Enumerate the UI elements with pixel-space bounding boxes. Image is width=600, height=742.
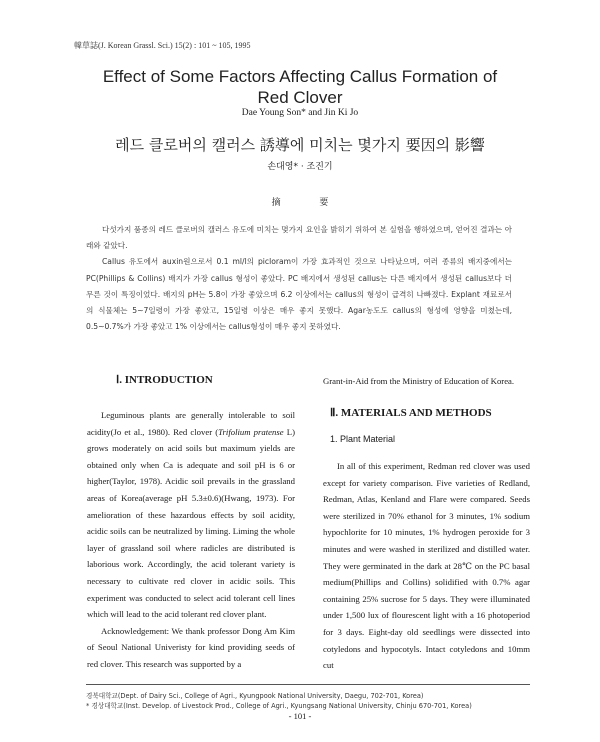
- korean-authors: 손대영* · 조진기: [267, 162, 333, 172]
- methods-paragraph: In all of this experiment, Redman red clover was used except for variety comparison. Five varieties of Redland, Redman, Atlas, Kenland and Flare were compared. Seeds were sterilized in 70% ethanol for 3 minutes, 1% sodium hypochlorite for 10 minutes, 1% hydrogen peroxide for 3 minutes and were washed in sterilized and distilled water. They were germinated in the dark at 28℃ on the PC basal medium(Phillips and Collins) solidified with 0.7% agar containing 25% sucrose for 5 days. They were illuminated under 1,500 lux of flourescent light with a 16 photoperiod for 3 days. Eight-day old seedlings were dissected into cotyledons and hypocotyls. Intact cotyledons and 10mm cut: [323, 461, 530, 671]
- left-column: [87, 407, 295, 673]
- acknowledgement-paragraph: Acknowledgement: We thank professor Dong Am Kim of Seoul National Univeristy for kind providing seeds of red clover. This research was supported by a: [87, 625, 295, 669]
- species-name: Trifolium pratense: [218, 426, 284, 437]
- footnote-2: * 경상대학교(Inst. Develop. of Livestock Prod., College of Agri., Kyungsang National University, Chinju 670-701, Korea): [86, 702, 472, 710]
- korean-title: 레드 클로버의 캘러스 誘導에 미치는 몇가지 要因의 影響: [115, 136, 485, 154]
- plant-material-subheading: 1. Plant Material: [330, 434, 396, 444]
- methods-heading: Ⅱ. MATERIALS AND METHODS: [330, 407, 492, 419]
- right-column: [323, 458, 530, 674]
- page-number: - 101 -: [288, 711, 312, 721]
- right-column-continuation: Grant-in-Aid from the Ministry of Education of Korea.: [323, 376, 515, 386]
- paper-title-line-1: Effect of Some Factors Affecting Callus Formation of: [102, 67, 498, 86]
- intro-paragraph: Leguminous plants are generally intolerable to soil acidity(Jo et al., 1980). Red clover (Trifolium pratense L) grows moderately on acid soils but maximum yields are obtained only when Ca is adequate and soil pH is 6 or higher(Taylor, 1978). Acidic soil prevails in the grassland areas of Korea(average pH 5.3±0.6)(Hwang, 1973). For amelioration of these hazardous effects by soil acidity, acidic soils can be neutralized by liming. Liming the whole layer of grassland soil where radicles are distributed is laborious work. Accordingly, the acid tolerant variety is necessary to cultivate red clover in acidic soils. This experiment was conducted to select acid tolerant cell lines which will lead to the acid tolerant red clover plant.: [87, 410, 295, 620]
- footnote-1: 경북대학교(Dept. of Dairy Sci., College of Agri., Kyungpook National University, Daegu, 702-701, Korea): [86, 692, 424, 700]
- journal-header: 韓草誌(J. Korean Grassl. Sci.) 15(2) : 101 ~ 105, 1995: [74, 41, 251, 50]
- authors: Dae Young Son* and Jin Ki Jo: [241, 108, 359, 118]
- abstract-heading: 摘 要: [271, 198, 347, 208]
- footnote-divider: [86, 684, 530, 685]
- abstract-paragraph: Callus 유도에서 auxin원으로서 0.1 ml/l의 picloram이 가장 효과적인 것으로 나타났으며, 여러 종류의 배지중에서는 PC(Phillips & Collins) 배지가 가장 callus 형성이 좋았다. PC 배지에서 생성된 callus는 다른 배지에서 생성된 callus보다 더 무른 것이 특징이었다. 배지의 pH는 5.8이 가장 좋았으며 6.2 이상에서는 callus의 형성이 급격히 나빠졌다. Explant 재료로서의 식물체는 5~7일령이 가장 좋았고, 15일령 이상은 매우 좋지 못했다. Agar농도도 callus의 형성에 영향을 미쳤는데, 0.5~0.7%가 가장 좋았고 1% 이상에서는 callus형성이 매우 좋지 못하였다.: [86, 257, 512, 332]
- abstract: [86, 222, 512, 335]
- paper-title-line-2: Red Clover: [257, 88, 343, 107]
- introduction-heading: Ⅰ. INTRODUCTION: [116, 374, 213, 386]
- abstract-paragraph: 다섯가지 품종의 레드 클로버의 캘러스 유도에 미치는 몇가지 요인을 밝히기 위하여 본 실험을 행하였으며, 얻어진 결과는 아래와 같았다.: [86, 225, 512, 251]
